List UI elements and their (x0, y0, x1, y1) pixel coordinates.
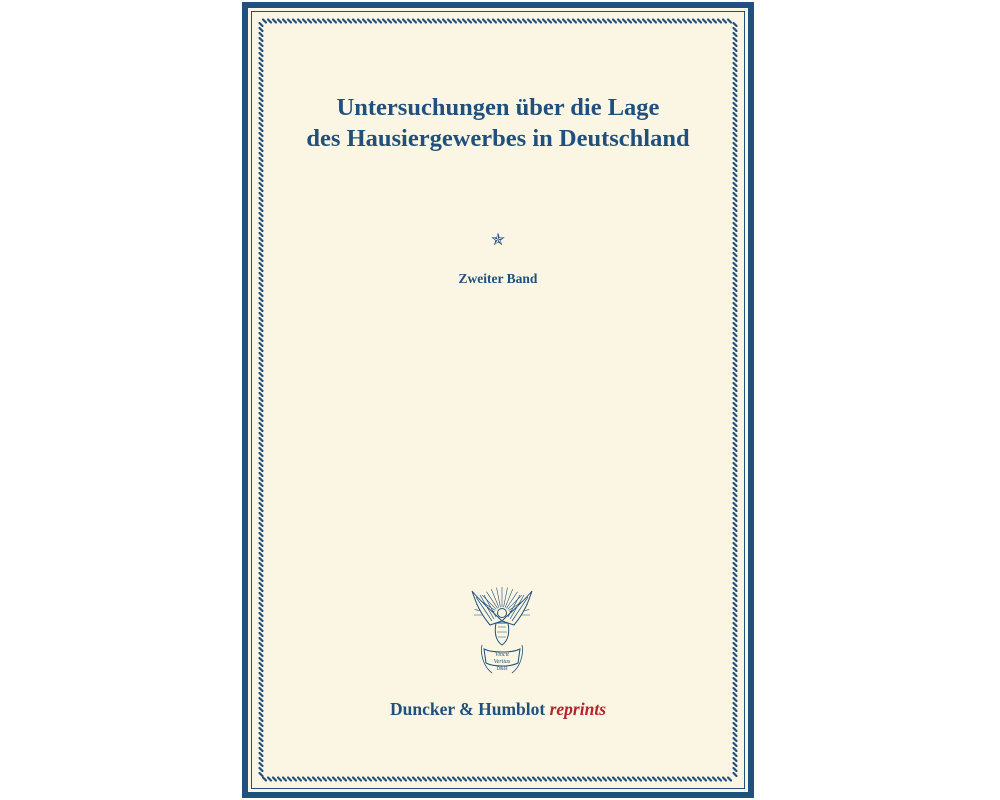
volume-label: Zweiter Band (458, 271, 538, 286)
star-ornament-icon: ✯ (490, 230, 506, 250)
publisher-series: reprints (549, 699, 607, 719)
cover-paper (248, 8, 748, 792)
publisher-imprint (248, 699, 748, 720)
emblem-text-2: Veritas (493, 659, 511, 665)
title-line-1: Untersuchungen über die Lage (336, 94, 660, 121)
title-line-2: des Hausiergewerbes in Deutschland (306, 125, 690, 152)
emblem-text-1: Vincit (495, 652, 509, 658)
eagle-emblem-logo (462, 583, 542, 678)
book-cover (242, 2, 754, 798)
emblem-text-3: D&H (496, 667, 508, 672)
publisher-name: Duncker & Humblot (389, 699, 546, 719)
book-title (248, 92, 748, 154)
